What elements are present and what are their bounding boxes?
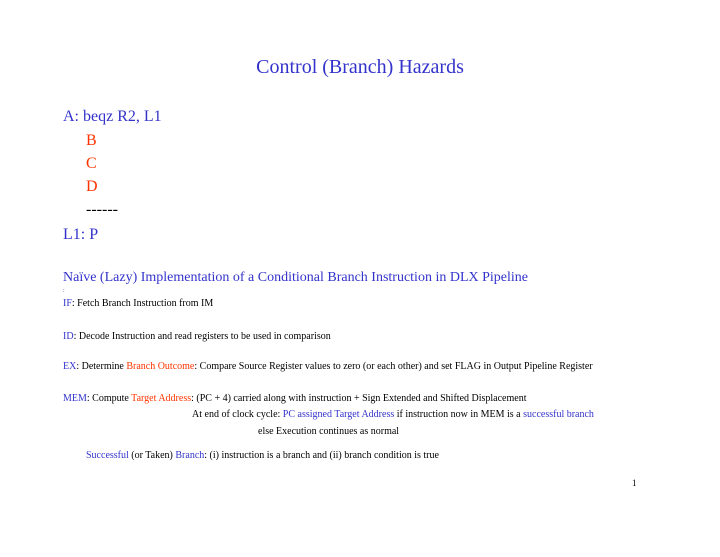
code-line-a: A: beqz R2, L1	[63, 108, 162, 125]
branch-definition-note	[86, 450, 439, 461]
stage-id-text: : Decode Instruction and read registers to be used in comparison	[73, 331, 331, 342]
stage-id	[63, 331, 331, 342]
stage-if-label: IF	[63, 298, 72, 309]
slide-title: Control (Branch) Hazards	[256, 56, 464, 78]
target-address-term-2: Target Address	[331, 409, 395, 420]
stage-id-label: ID	[63, 331, 74, 342]
page-number: 1	[632, 478, 637, 488]
mem-line2-b: if instruction now in MEM is a	[394, 409, 524, 420]
subtitle: Naïve (Lazy) Implementation of a Conditional Branch Instruction in DLX Pipeline	[63, 270, 528, 285]
code-line-l1: L1: P	[63, 226, 99, 243]
successful-branch-term: successful branch	[523, 409, 594, 420]
note-rest: : (i) instruction is a branch and (ii) branch condition is true	[204, 450, 439, 461]
mem-line2-a: At end of clock cycle:	[192, 409, 283, 420]
stage-ex-label: EX	[63, 361, 77, 372]
stage-ex	[63, 361, 593, 372]
code-line-d: D	[86, 178, 98, 195]
stage-mem-text-2: : (PC + 4) carried along with instruction + Sign Extended and Shifted Displacement	[191, 393, 527, 404]
target-address-term: Target Address	[131, 393, 192, 404]
stage-mem-line-2	[192, 409, 594, 420]
stage-ex-text-2: : Compare Source Register values to zero (or each other) and set FLAG in Output Pipeline Register	[194, 361, 593, 372]
taken-text: (or Taken)	[128, 450, 176, 461]
successful-term: Successful	[86, 450, 129, 461]
stage-if	[63, 298, 213, 309]
stage-mem-text-1: : Compute	[86, 393, 132, 404]
branch-outcome-term: Branch Outcome	[126, 361, 195, 372]
code-line-ellipsis: ------	[86, 201, 118, 218]
stage-ex-text-1: : Determine	[76, 361, 127, 372]
code-line-c: C	[86, 155, 97, 172]
stage-mem-label: MEM	[63, 393, 87, 404]
bullet-mark: :	[63, 288, 65, 294]
stage-if-text: : Fetch Branch Instruction from IM	[71, 298, 214, 309]
pc-assigned-term: PC assigned	[282, 409, 332, 420]
stage-mem	[63, 393, 527, 404]
branch-term: Branch	[175, 450, 205, 461]
code-line-b: B	[86, 132, 97, 149]
stage-mem-line-3: else Execution continues as normal	[258, 426, 400, 437]
